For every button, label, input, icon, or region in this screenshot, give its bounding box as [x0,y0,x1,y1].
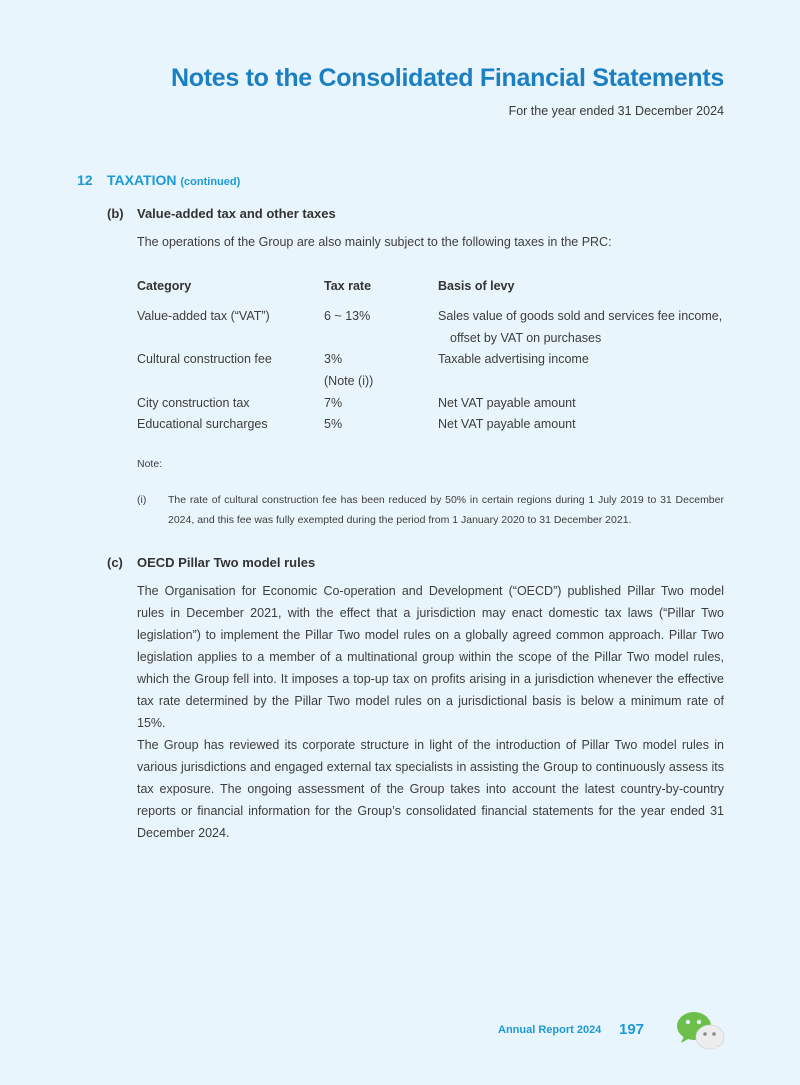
oecd-paragraph-1: The Organisation for Economic Co-operation and Development (“OECD”) published Pillar Two model rules in December 2021, with the effect that a jurisdiction may enact domestic tax laws (“Pillar Two legislation”) to implement the Pillar Two model rules on a globally agreed common approach. Pillar Two legislation applies to a member of a multinational group within the scope of the Pillar Two model rules, which the Group fell into. It imposes a top-up tax on profits arising in a jurisdiction whenever the effective tax rate determined by the Pillar Two model rules on a jurisdictional basis is below a minimum rate of 15%. [137,584,724,730]
footer-report-label: Annual Report 2024 [498,1024,602,1036]
page-number: 197 [619,1021,645,1038]
table-header-rate: Tax rate [324,279,372,293]
note-number: (i) [137,494,147,506]
wechat-logo-icon [676,1010,726,1052]
page-subtitle: For the year ended 31 December 2024 [508,104,724,118]
page-title: Notes to the Consolidated Financial Statements [171,64,724,92]
table-cell-basis: Net VAT payable amount [438,396,576,410]
table-cell-rate: 6 ~ 13% [324,309,371,323]
section-title-text: TAXATION [107,172,177,188]
table-cell-rate: 3% [324,352,343,366]
table-cell-basis-continued: offset by VAT on purchases [450,331,602,345]
table-cell-basis: Sales value of goods sold and services fee income, [438,309,723,323]
subsection-label: (b) [107,206,124,221]
subsection-title: OECD Pillar Two model rules [137,555,316,570]
vat-intro: The operations of the Group are also mainly subject to the following taxes in the PRC: [137,235,612,249]
subsection-label: (c) [107,555,123,570]
subsection-title: Value-added tax and other taxes [137,206,336,221]
table-cell-category: Educational surcharges [137,417,268,431]
table-header-basis: Basis of levy [438,279,515,293]
note-text-line2: 2024, and this fee was fully exempted during the period from 1 January 2020 to 31 December 2021. [168,514,632,526]
note-text-line1: The rate of cultural construction fee has been reduced by 50% in certain regions during 1 July 2019 to 31 December [168,494,724,506]
table-header-category: Category [137,279,192,293]
table-cell-rate-note: (Note (i)) [324,374,374,388]
table-cell-basis: Taxable advertising income [438,352,589,366]
table-cell-basis: Net VAT payable amount [438,417,576,431]
table-cell-category: Cultural construction fee [137,352,272,366]
note-label: Note: [137,458,163,470]
table-cell-category: Value-added tax (“VAT”) [137,309,270,323]
section-number: 12 [77,172,93,188]
section-continued: (continued) [180,176,241,188]
table-cell-category: City construction tax [137,396,250,410]
section-title [107,172,240,188]
table-cell-rate: 7% [324,396,343,410]
table-cell-rate: 5% [324,417,343,431]
oecd-paragraph-2: The Group has reviewed its corporate structure in light of the introduction of Pillar Two model rules in various jurisdictions and engaged external tax specialists in assisting the Group to continuously assess its tax exposure. The ongoing assessment of the Group takes into account the latest country-by-country reports or financial information for the Group’s consolidated financial statements for the year ended 31 December 2024. [137,738,724,840]
